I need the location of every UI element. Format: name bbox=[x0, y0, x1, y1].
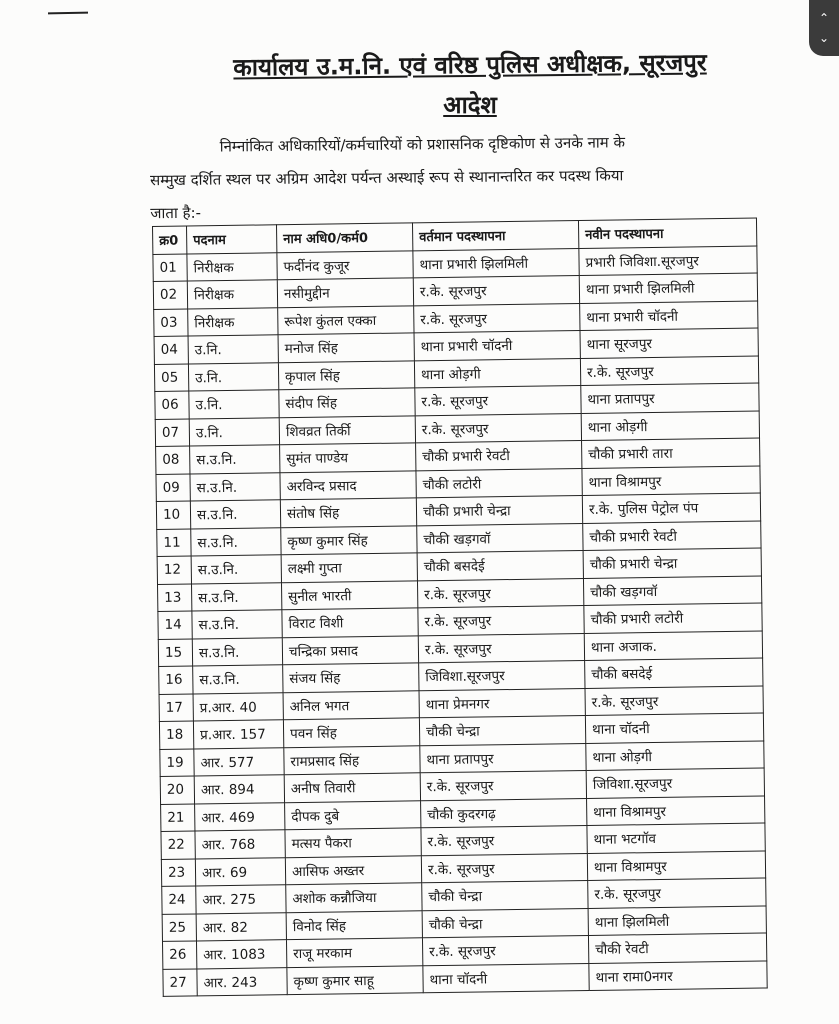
cell-new-posting: र.के. सूरजपुर bbox=[585, 686, 763, 716]
cell-designation: निरीक्षक bbox=[187, 280, 277, 309]
cell-new-posting: थाना प्रतापपुर bbox=[581, 383, 759, 413]
cell-current-posting: चौकी चेन्द्रा bbox=[419, 715, 585, 745]
cell-current-posting: थाना प्रेमनगर bbox=[419, 688, 585, 718]
cell-current-posting: थाना प्रभारी चॉदनी bbox=[414, 331, 580, 361]
cell-new-posting: थाना विश्रामपुर bbox=[587, 850, 765, 880]
cell-serial: 06 bbox=[155, 391, 189, 419]
cell-current-posting: र.के. सूरजपुर bbox=[421, 853, 587, 883]
cell-serial: 16 bbox=[159, 666, 193, 694]
cell-current-posting: थाना प्रभारी झिलमिली bbox=[413, 248, 579, 278]
cell-new-posting: चौकी प्रभारी लटोरी bbox=[584, 603, 762, 633]
cell-new-posting: थाना झिलमिली bbox=[588, 905, 766, 935]
cell-new-posting: थाना भटगॉव bbox=[587, 823, 765, 853]
cell-name: रूपेश कुंतल एक्का bbox=[278, 305, 414, 334]
cell-serial: 27 bbox=[163, 968, 197, 996]
cell-name: फर्दीनंद कुजूर bbox=[277, 250, 413, 279]
cell-name: नसीमुद्दीन bbox=[277, 278, 413, 307]
cell-new-posting: चौकी बसदेई bbox=[585, 658, 763, 688]
cell-new-posting: थाना चॉदनी bbox=[585, 713, 763, 743]
cell-new-posting: चौकी रेवटी bbox=[588, 933, 766, 963]
transfer-table bbox=[152, 218, 768, 997]
cell-serial: 05 bbox=[154, 364, 188, 392]
office-title: कार्यालय उ.म.नि. एवं वरिष्ठ पुलिस अधीक्षक, सूरजपुर bbox=[233, 48, 707, 82]
cell-serial: 19 bbox=[160, 748, 194, 776]
intro-paragraph bbox=[149, 125, 770, 230]
cell-designation: स.उ.नि. bbox=[192, 610, 282, 639]
cell-designation: आर. 1083 bbox=[196, 940, 286, 969]
cell-designation: प्र.आर. 157 bbox=[193, 720, 283, 749]
cell-current-posting: र.के. सूरजपुर bbox=[422, 935, 588, 965]
cell-new-posting: थाना ओड़गी bbox=[581, 411, 759, 441]
cell-serial: 09 bbox=[156, 473, 190, 501]
cell-name: पवन सिंह bbox=[283, 718, 419, 747]
page-scroll-control[interactable] bbox=[809, 0, 839, 56]
cell-current-posting: चौकी प्रभारी चेन्द्रा bbox=[416, 496, 582, 526]
cell-name: चन्द्रिका प्रसाद bbox=[282, 635, 418, 664]
table-body bbox=[153, 246, 767, 997]
cell-serial: 14 bbox=[158, 611, 192, 639]
cell-current-posting: जिविशा.सूरजपुर bbox=[419, 661, 585, 691]
cell-designation: स.उ.नि. bbox=[193, 665, 283, 694]
cell-new-posting: प्रभारी जिविशा.सूरजपुर bbox=[579, 246, 757, 276]
cell-serial: 18 bbox=[159, 721, 193, 749]
cell-designation: उ.नि. bbox=[189, 390, 279, 419]
cell-designation: उ.नि. bbox=[189, 417, 279, 446]
cell-designation: आर. 768 bbox=[195, 830, 285, 859]
cell-serial: 01 bbox=[153, 254, 187, 282]
cell-serial: 17 bbox=[159, 693, 193, 721]
cell-current-posting: चौकी कुदरगढ़ bbox=[421, 798, 587, 828]
cell-new-posting: र.के. सूरजपुर bbox=[580, 356, 758, 386]
cell-current-posting: चौकी चेन्द्रा bbox=[422, 880, 588, 910]
cell-designation: स.उ.नि. bbox=[191, 527, 281, 556]
cell-current-posting: र.के. सूरजपुर bbox=[414, 303, 580, 333]
cell-serial: 26 bbox=[162, 941, 196, 969]
cell-name: अशोक कन्नौजिया bbox=[286, 883, 422, 912]
cell-new-posting: थाना ओड़गी bbox=[586, 741, 764, 771]
cell-designation: उ.नि. bbox=[188, 362, 278, 391]
cell-serial: 04 bbox=[154, 336, 188, 364]
cell-name: आसिफ अख्तर bbox=[285, 855, 421, 884]
cell-serial: 03 bbox=[154, 309, 188, 337]
cell-current-posting: थाना ओड़गी bbox=[414, 358, 580, 388]
cell-new-posting: थाना प्रभारी झिलमिली bbox=[579, 273, 757, 303]
chevron-down-icon[interactable]: ⌄ bbox=[818, 31, 830, 45]
chevron-up-icon[interactable]: ⌃ bbox=[818, 11, 830, 25]
cell-current-posting: र.के. सूरजपुर bbox=[413, 276, 579, 306]
header-name: नाम अधि0/कर्म0 bbox=[276, 223, 412, 252]
cell-new-posting: थाना सूरजपुर bbox=[580, 328, 758, 358]
cell-current-posting: चौकी बसदेई bbox=[417, 551, 583, 581]
cell-current-posting: चौकी खड़गवॉ bbox=[417, 523, 583, 553]
cell-designation: निरीक्षक bbox=[188, 307, 278, 336]
cell-new-posting: चौकी प्रभारी रेवटी bbox=[583, 521, 761, 551]
cell-current-posting: र.के. सूरजपुर bbox=[415, 413, 581, 443]
cell-name: लक्ष्मी गुप्ता bbox=[281, 553, 417, 582]
cell-designation: स.उ.नि. bbox=[192, 637, 282, 666]
cell-name: अरविन्द प्रसाद bbox=[280, 470, 416, 499]
cell-serial: 15 bbox=[158, 638, 192, 666]
cell-new-posting: र.के. पुलिस पेट्रोल पंप bbox=[582, 493, 760, 523]
cell-serial: 21 bbox=[161, 803, 195, 831]
cell-serial: 22 bbox=[161, 831, 195, 859]
cell-new-posting: जिविशा.सूरजपुर bbox=[586, 768, 764, 798]
cell-current-posting: थाना चॉदनी bbox=[423, 963, 589, 993]
cell-serial: 10 bbox=[156, 501, 190, 529]
cell-designation: आर. 275 bbox=[196, 885, 286, 914]
cell-current-posting: चौकी प्रभारी रेवटी bbox=[416, 441, 582, 471]
cell-name: संदीप सिंह bbox=[279, 388, 415, 417]
cell-new-posting: थाना विश्रामपुर bbox=[587, 796, 765, 826]
cell-designation: स.उ.नि. bbox=[190, 445, 280, 474]
cell-current-posting: थाना प्रतापपुर bbox=[420, 743, 586, 773]
cell-serial: 07 bbox=[155, 418, 189, 446]
cell-new-posting: र.के. सूरजपुर bbox=[588, 878, 766, 908]
cell-designation: स.उ.नि. bbox=[190, 500, 280, 529]
pen-mark bbox=[48, 12, 88, 15]
order-title: आदेश bbox=[443, 91, 497, 119]
cell-designation: स.उ.नि. bbox=[191, 555, 281, 584]
intro-line-2: सम्मुख दर्शित स्थल पर अग्रिम आदेश पर्यन्त अस्थाई रूप से स्थानान्तरित कर पदस्थ किया bbox=[149, 166, 624, 190]
cell-name: विराट विशी bbox=[282, 608, 418, 637]
cell-name: मत्सय पैकरा bbox=[285, 828, 421, 857]
cell-serial: 24 bbox=[162, 886, 196, 914]
cell-current-posting: र.के. सूरजपुर bbox=[417, 578, 583, 608]
cell-name: कृष्ण कुमार सिंह bbox=[281, 525, 417, 554]
cell-designation: आर. 577 bbox=[194, 747, 284, 776]
cell-serial: 20 bbox=[160, 776, 194, 804]
cell-name: विनोद सिंह bbox=[286, 910, 422, 939]
cell-current-posting: र.के. सूरजपुर bbox=[421, 825, 587, 855]
cell-name: संतोष सिंह bbox=[280, 498, 416, 527]
header-current-posting: वर्तमान पदस्थापना bbox=[412, 221, 578, 251]
cell-name: कृपाल सिंह bbox=[278, 360, 414, 389]
cell-designation: प्र.आर. 40 bbox=[193, 692, 283, 721]
cell-serial: 02 bbox=[153, 281, 187, 309]
cell-name: राजू मरकाम bbox=[286, 938, 422, 967]
cell-current-posting: र.के. सूरजपुर bbox=[415, 386, 581, 416]
cell-current-posting: चौकी चेन्द्रा bbox=[422, 908, 588, 938]
cell-designation: आर. 82 bbox=[196, 912, 286, 941]
cell-serial: 08 bbox=[156, 446, 190, 474]
cell-new-posting: चौकी प्रभारी तारा bbox=[582, 438, 760, 468]
cell-name: अनीष तिवारी bbox=[284, 773, 420, 802]
cell-name: संजय सिंह bbox=[283, 663, 419, 692]
cell-name: कृष्ण कुमार साहू bbox=[287, 965, 423, 994]
cell-name: सुनील भारती bbox=[281, 580, 417, 609]
cell-serial: 23 bbox=[161, 858, 195, 886]
cell-designation: स.उ.नि. bbox=[190, 472, 280, 501]
cell-designation: स.उ.नि. bbox=[191, 582, 281, 611]
cell-serial: 11 bbox=[157, 528, 191, 556]
cell-name: अनिल भगत bbox=[283, 690, 419, 719]
cell-designation: निरीक्षक bbox=[187, 252, 277, 281]
cell-current-posting: र.के. सूरजपुर bbox=[420, 770, 586, 800]
cell-name: मनोज सिंह bbox=[278, 333, 414, 362]
cell-serial: 25 bbox=[162, 913, 196, 941]
cell-new-posting: चौकी खड़गवॉ bbox=[583, 576, 761, 606]
cell-designation: आर. 469 bbox=[195, 802, 285, 831]
cell-current-posting: र.के. सूरजपुर bbox=[418, 633, 584, 663]
cell-current-posting: चौकी लटोरी bbox=[416, 468, 582, 498]
cell-new-posting: थाना विश्रामपुर bbox=[582, 466, 760, 496]
cell-new-posting: थाना रामा0नगर bbox=[589, 960, 767, 990]
cell-designation: आर. 69 bbox=[195, 857, 285, 886]
intro-line-1: निम्नांकित अधिकारियों/कर्मचारियों को प्रशासनिक दृष्टिकोण से उनके नाम के bbox=[219, 133, 626, 156]
header-serial: क्र0 bbox=[153, 226, 187, 254]
cell-designation: उ.नि. bbox=[188, 335, 278, 364]
cell-new-posting: चौकी प्रभारी चेन्द्रा bbox=[583, 548, 761, 578]
cell-serial: 13 bbox=[157, 583, 191, 611]
cell-serial: 12 bbox=[157, 556, 191, 584]
intro-line-3: जाता है:- bbox=[150, 203, 202, 223]
cell-designation: आर. 894 bbox=[194, 775, 284, 804]
cell-new-posting: थाना अजाक. bbox=[584, 631, 762, 661]
header-new-posting: नवीन पदस्थापना bbox=[578, 218, 756, 248]
cell-designation: आर. 243 bbox=[197, 967, 287, 996]
header-designation: पदनाम bbox=[187, 225, 277, 254]
cell-new-posting: थाना प्रभारी चॉदनी bbox=[580, 301, 758, 331]
cell-name: शिवव्रत तिर्की bbox=[279, 415, 415, 444]
cell-name: रामप्रसाद सिंह bbox=[284, 745, 420, 774]
cell-name: दीपक दुबे bbox=[285, 800, 421, 829]
cell-current-posting: र.के. सूरजपुर bbox=[418, 606, 584, 636]
cell-name: सुमंत पाण्डेय bbox=[280, 443, 416, 472]
